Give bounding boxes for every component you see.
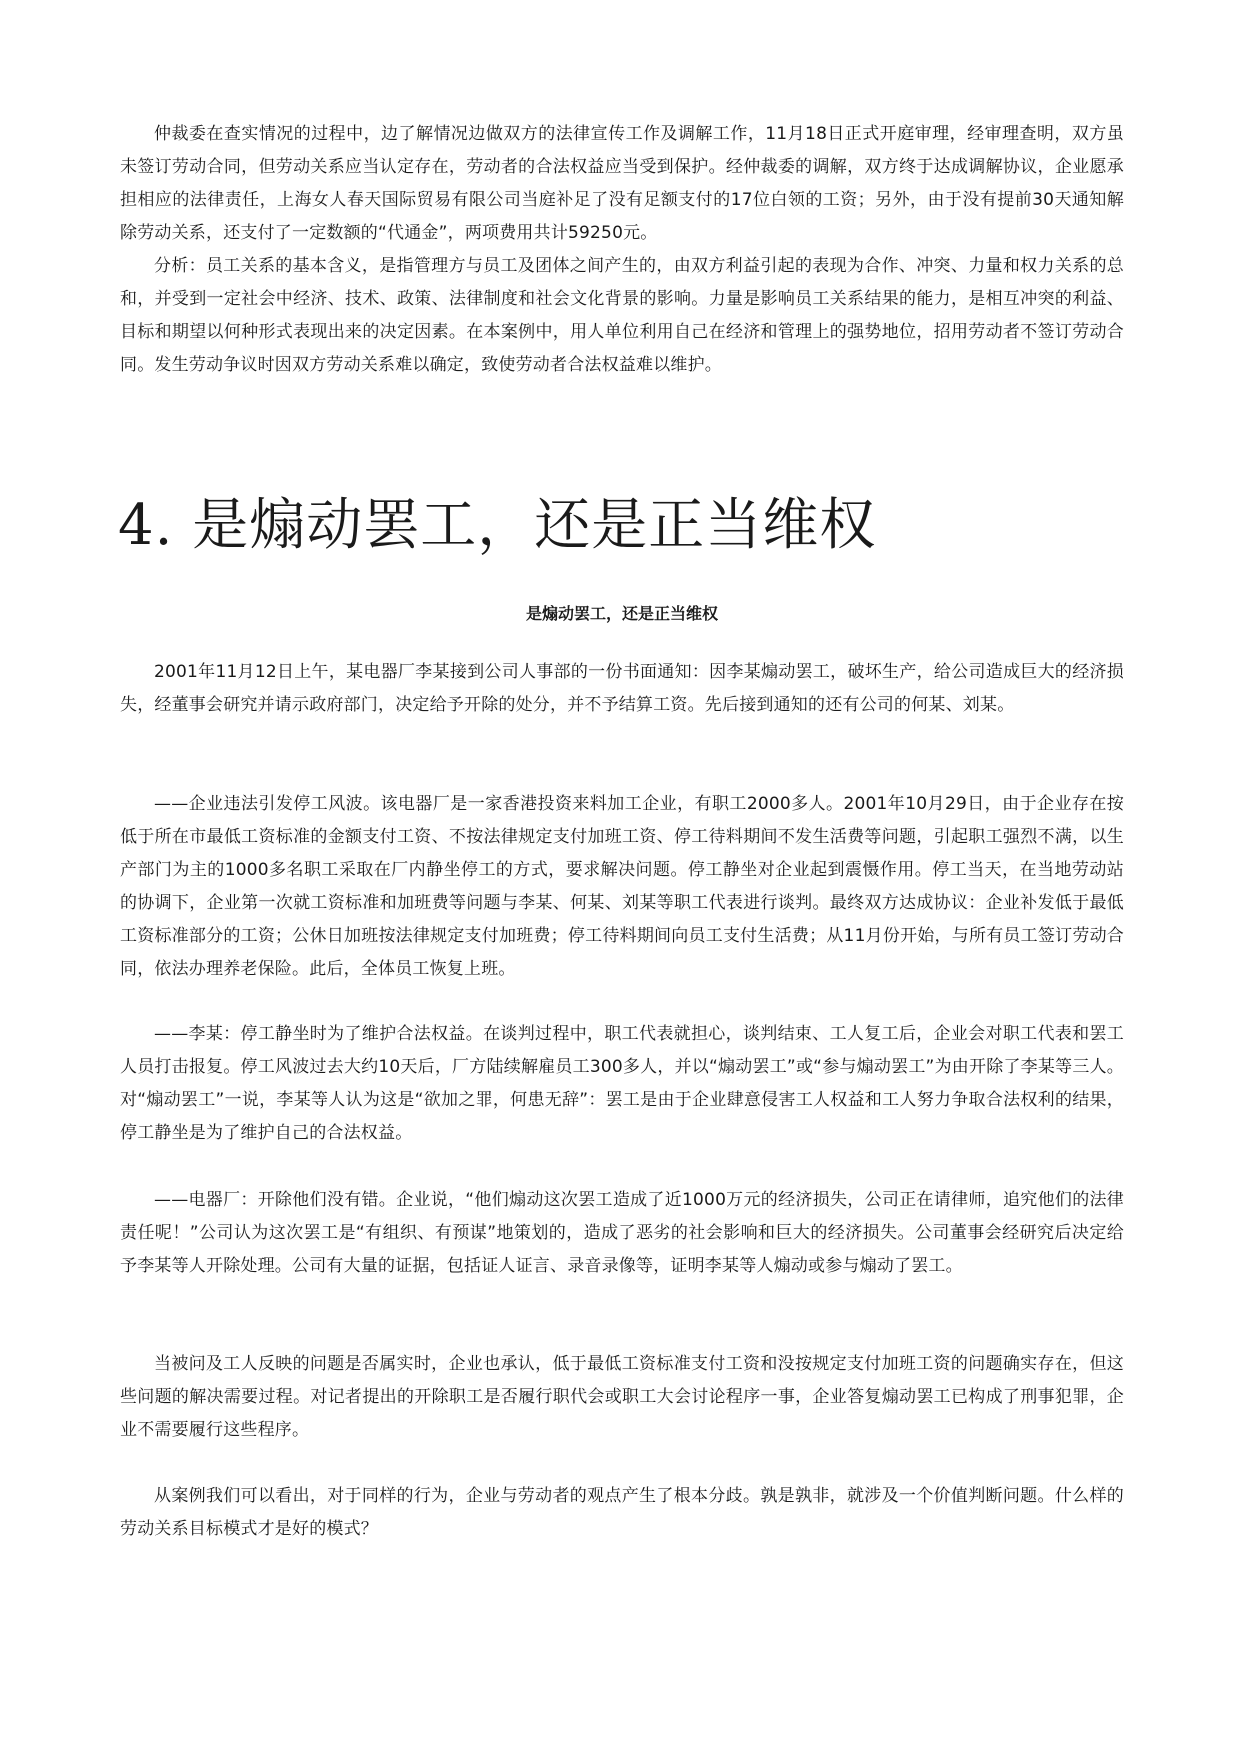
company-violation-paragraph: ——企业违法引发停工风波。该电器厂是一家香港投资来料加工企业，有职工2000多人。2001年10月29日，由于企业存在按低于所在市最低工资标准的金额支付工资、不按法律规定支付加班工资、停工待料期间不发生活费等问题，引起职工强烈不满，以生产部门为主的1000多名职工采取在厂内静坐停工的方式，要求解决问题。停工静坐对企业起到震慑作用。停工当天，在当地劳动站的协调下，企业第一次就工资标准和加班费等问题与李某、何某、刘某等职工代表进行谈判。最终双方达成协议：企业补发低于最低工资标准部分的工资；公休日加班按法律规定支付加班费；停工待料期间向员工支付生活费；从11月份开始，与所有员工签订劳动合同，依法办理养老保险。此后，全体员工恢复上班。: [120, 794, 1124, 979]
case-intro-paragraph: 2001年11月12日上午，某电器厂李某接到公司人事部的一份书面通知：因李某煽动罢工，破坏生产，给公司造成巨大的经济损失，经董事会研究并请示政府部门，决定给予开除的处分，并不予结算工资。先后接到通知的还有公司的何某、刘某。: [120, 662, 1124, 715]
arbitration-paragraph: 仲裁委在查实情况的过程中，边了解情况边做双方的法律宣传工作及调解工作，11月18日正式开庭审理，经审理查明，双方虽未签订劳动合同，但劳动关系应当认定存在，劳动者的合法权益应当受到保护。经仲裁委的调解，双方终于达成调解协议，企业愿承担相应的法律责任，上海女人春天国际贸易有限公司当庭补足了没有足额支付的17位白领的工资；另外，由于没有提前30天通知解除劳动关系，还支付了一定数额的“代通金”，两项费用共计59250元。: [120, 124, 1124, 243]
factory-statement-paragraph: ——电器厂：开除他们没有错。企业说，“他们煽动这次罢工造成了近1000万元的经济损失，公司正在请律师，追究他们的法律责任呢！”公司认为这次罢工是“有组织、有预谋”地策划的，造成了恶劣的社会影响和巨大的经济损失。公司董事会经研究后决定给予李某等人开除处理。公司有大量的证据，包括证人证言、录音录像等，证明李某等人煽动或参与煽动了罢工。: [120, 1190, 1124, 1276]
analysis-paragraph: 分析：员工关系的基本含义，是指管理方与员工及团体之间产生的，由双方利益引起的表现为合作、冲突、力量和权力关系的总和，并受到一定社会中经济、技术、政策、法律制度和社会文化背景的影响。力量是影响员工关系结果的能力，是相互冲突的利益、目标和期望以何种形式表现出来的决定因素。在本案例中，用人单位利用自己在经济和管理上的强势地位，招用劳动者不签订劳动合同。发生劳动争议时因双方劳动关系难以确定，致使劳动者合法权益难以维护。: [120, 256, 1124, 375]
company-admission-paragraph: 当被问及工人反映的问题是否属实时，企业也承认，低于最低工资标准支付工资和没按规定支付加班工资的问题确实存在，但这些问题的解决需要过程。对记者提出的开除职工是否履行职代会或职工大会讨论程序一事，企业答复煽动罢工已构成了刑事犯罪，企业不需要履行这些程序。: [120, 1354, 1124, 1440]
conclusion-paragraph: 从案例我们可以看出，对于同样的行为，企业与劳动者的观点产生了根本分歧。孰是孰非，就涉及一个价值判断问题。什么样的劳动关系目标模式才是好的模式？: [120, 1486, 1124, 1539]
section-subheading: 是煽动罢工，还是正当维权: [525, 604, 718, 623]
section-heading: 4. 是煽动罢工，还是正当维权: [118, 493, 877, 558]
li-statement-paragraph: ——李某：停工静坐时为了维护合法权益。在谈判过程中，职工代表就担心，谈判结束、工人复工后，企业会对职工代表和罢工人员打击报复。停工风波过去大约10天后，厂方陆续解雇员工300多人，并以“煽动罢工”或“参与煽动罢工”为由开除了李某等三人。对“煽动罢工”一说，李某等人认为这是“欲加之罪，何患无辞”：罢工是由于企业肆意侵害工人权益和工人努力争取合法权利的结果，停工静坐是为了维护自己的合法权益。: [120, 1024, 1124, 1143]
